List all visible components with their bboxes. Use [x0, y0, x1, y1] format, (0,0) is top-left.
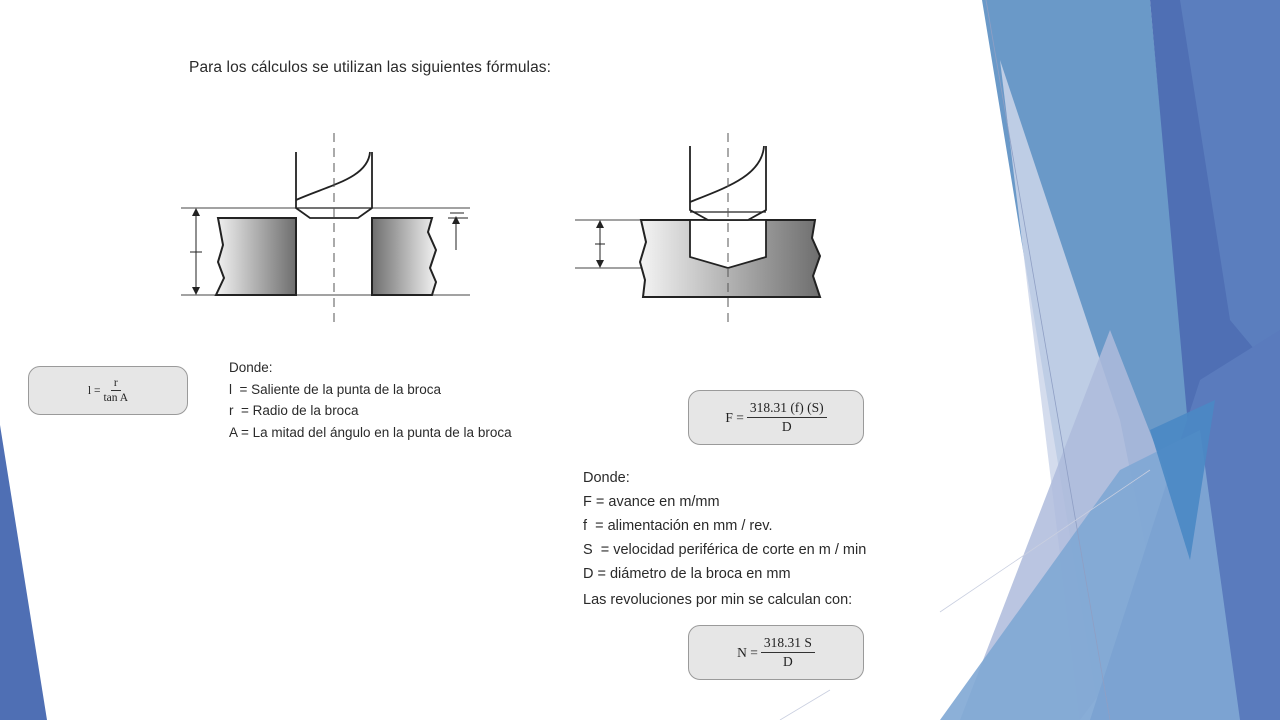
legend-left: [229, 357, 512, 443]
drilling-diagrams: [0, 0, 900, 340]
diagram-blind-hole: [575, 133, 820, 325]
formula-n-denominator: D: [782, 654, 793, 669]
legend-left-item: r = Radio de la broca: [229, 403, 359, 418]
legend-right-item: f = alimentación en mm / rev.: [583, 518, 773, 534]
legend-right-item: S = velocidad periférica de corte en m / min: [583, 542, 867, 558]
diagram-through-hole: [181, 133, 470, 325]
legend-left-item: A = La mitad del ángulo en la punta de la broca: [229, 424, 512, 440]
left-accent-shape: [0, 425, 47, 720]
legend-left-heading: Donde:: [229, 360, 273, 375]
formula-n-numerator: 318.31 S: [761, 635, 815, 653]
formula-n-lhs: N =: [737, 644, 758, 660]
legend-right: [583, 466, 866, 586]
formula-l-fraction: [103, 377, 128, 404]
legend-right-item: F = avance en m/mm: [583, 494, 720, 510]
legend-right-heading: Donde:: [583, 470, 630, 486]
formula-f-denominator: D: [781, 419, 792, 434]
page-title: Para los cálculos se utilizan las siguientes fórmulas:: [189, 59, 552, 76]
revolutions-text: Las revoluciones por min se calculan con:: [583, 592, 853, 608]
formula-l-denominator: tan A: [103, 392, 129, 404]
formula-f-numerator: 318.31 (f) (S): [747, 400, 827, 418]
formula-box-l: [28, 366, 188, 415]
legend-right-item: D = diámetro de la broca en mm: [583, 566, 791, 582]
formula-l-lhs: l =: [87, 384, 101, 397]
formula-f-lhs: F =: [725, 409, 744, 425]
formula-box-f: [688, 390, 864, 445]
formula-l-numerator: r: [111, 377, 121, 391]
legend-left-item: l = Saliente de la punta de la broca: [229, 381, 442, 397]
deco-line-3: [780, 690, 830, 720]
formula-box-n: [688, 625, 864, 680]
formula-f-fraction: [747, 400, 827, 435]
formula-n-fraction: [761, 635, 815, 670]
